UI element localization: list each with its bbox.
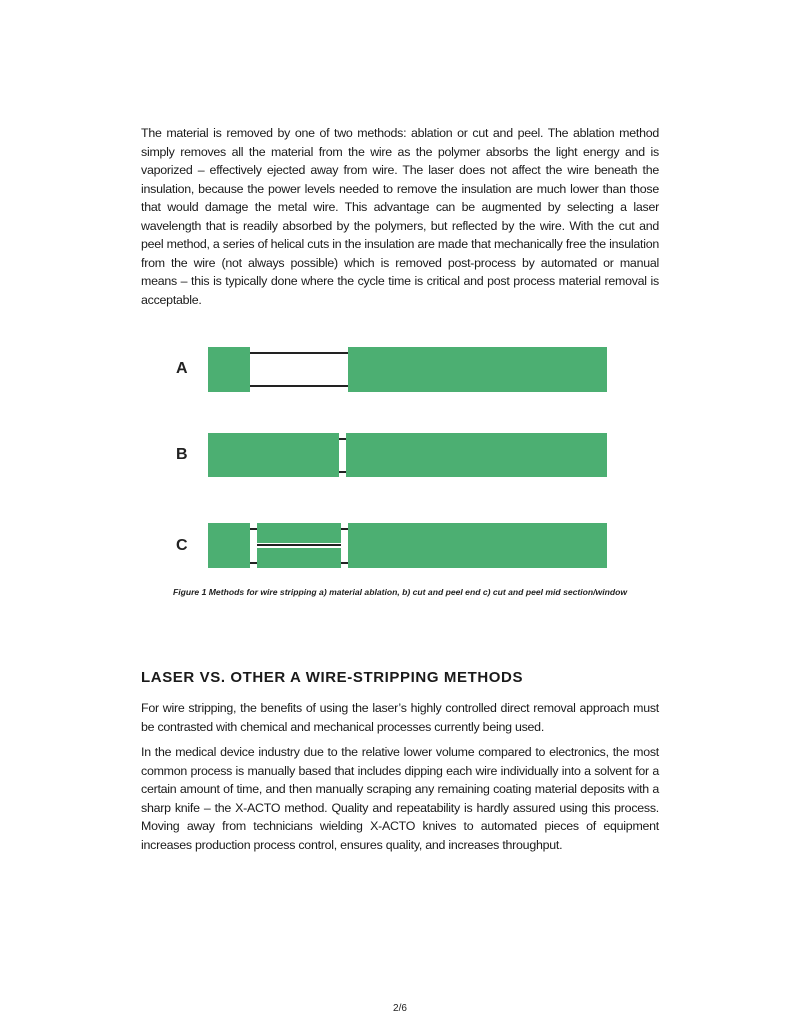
page-number: 2/6 [393,1003,407,1014]
body-paragraph-methods: The material is removed by one of two methods: ablation or cut and peel. The ablation method simply removes all the material from the wire as the polymer absorbs the light energy and is vaporized – effectively ejected away from wire. The laser does not affect the wire beneath the insulation, because the power levels needed to remove the insulation are much lower than those that would damage the metal wire. This advantage can be augmented by selecting a laser wavelength that is readily absorbed by the polymers, but reflected by the wire. With the cut and peel method, a series of helical cuts in the insulation are made that mechanically free the insulation from the wire (not always possible) which is removed post-process by automated or manual means – this is typically done where the cycle time is critical and post process material removal is acceptable. [141,126,659,307]
figure-label-c: C [176,537,188,554]
insulation-left-segment-a [208,347,250,392]
insulation-right-segment-a [348,347,607,392]
exposed-wire-bottom-a [250,385,349,387]
insulation-main-segment-b [346,433,607,477]
figure-label-a: A [176,360,188,377]
body-paragraph-benefits: For wire stripping, the benefits of using the laser’s highly controlled direct removal approach must be contrasted with chemical and mechanical processes currently being used. [141,701,659,734]
window-piece-lower-c [257,548,341,568]
insulation-right-segment-c [348,523,607,568]
section-heading: LASER VS. OTHER A WIRE-STRIPPING METHODS [141,669,524,686]
figure-label-b: B [176,446,188,463]
figure-caption: Figure 1 Methods for wire stripping a) material ablation, b) cut and peel end c) cut and peel mid section/window [172,587,628,597]
exposed-wire-window-c [257,544,341,546]
insulation-left-segment-c [208,523,250,568]
body-paragraph-medical-industry: In the medical device industry due to the relative lower volume compared to electronics, the most common process is manually based that includes dipping each wire individually into a solvent for a certain amount of time, and then manually scraping any remaining coating material deposits with a sharp knife – the X-ACTO method. Quality and repeatability is hardly assured using this process. Moving away from technicians wielding X-ACTO knives to automated pieces of equipment increases production process control, ensures quality, and increases throughput. [141,745,659,852]
cut-line-right-top-c [341,528,348,530]
insulation-end-piece-b [208,433,339,477]
window-piece-upper-c [257,523,341,543]
exposed-wire-top-a [250,352,349,354]
cut-line-right-bottom-c [341,562,348,564]
